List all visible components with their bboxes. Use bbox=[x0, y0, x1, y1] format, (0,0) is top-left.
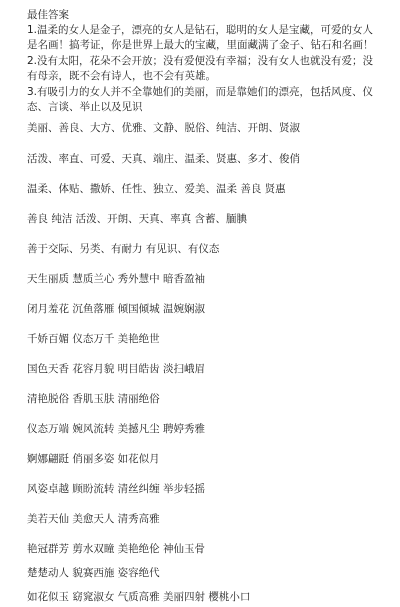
word-list-line: 闭月羞花 沉鱼落雁 倾国倾城 温婉娴淑 bbox=[27, 303, 206, 315]
word-list-line: 温柔、体贴、撒娇、任性、独立、爱美、温柔 善良 贤惠 bbox=[27, 183, 286, 195]
word-list-line: 楚楚动人 貌赛西施 姿容绝代 bbox=[27, 567, 160, 579]
word-list-line: 千娇百媚 仪态万千 美艳绝世 bbox=[27, 333, 160, 345]
word-list-line: 国色天香 花容月貌 明目皓齿 淡扫峨眉 bbox=[27, 363, 206, 375]
word-list-line: 风姿卓越 顾盼流转 清丝纠缠 举步轻摇 bbox=[27, 483, 206, 495]
word-list-line: 善于交际、另类、有耐力 有见识、有仪态 bbox=[27, 243, 220, 255]
word-list-line: 如花似玉 窈窕淑女 气质高雅 美丽四射 樱桃小口 bbox=[27, 591, 251, 603]
word-list-line: 艳冠群芳 剪水双瞳 美艳绝伦 神仙玉骨 bbox=[27, 543, 206, 555]
intro-paragraph: 2.没有太阳，花朵不会开放；没有爱便没有幸福；没有女人也就没有爱；没有母亲，既不会有诗人，也不会有英雄。 bbox=[27, 54, 374, 83]
word-list-line: 婀娜翩跹 俏丽多姿 如花似月 bbox=[27, 453, 160, 465]
word-list-line: 美若天仙 美愈天人 清秀高雅 bbox=[27, 513, 160, 525]
intro-paragraph: 1.温柔的女人是金子，漂亮的女人是钻石，聪明的女人是宝藏，可爱的女人是名画！搞考证，你是世界上最大的宝藏，里面藏满了金子、钻石和名画！ bbox=[27, 24, 374, 52]
word-list-line: 仪态万端 婉风流转 美撼凡尘 聘婷秀雅 bbox=[27, 423, 206, 435]
word-list-line: 清艳脱俗 香肌玉肤 清丽绝俗 bbox=[27, 393, 160, 405]
word-list-line: 天生丽质 慧质兰心 秀外慧中 暗香盈袖 bbox=[27, 273, 206, 285]
word-list-line: 善良 纯洁 活泼、开朗、天真、率真 含蓄、腼腆 bbox=[27, 213, 248, 225]
intro-paragraph: 3.有吸引力的女人并不全靠她们的美丽，而是靠她们的漂亮，包括风度、仪态、言谈、举止以及见识 bbox=[27, 85, 374, 114]
word-list-line: 美丽、善良、大方、优雅、文静、脱俗、纯洁、开朗、贤淑 bbox=[27, 122, 300, 134]
best-answer-title: 最佳答案 bbox=[27, 9, 69, 21]
intro-paragraphs bbox=[27, 23, 383, 115]
word-list-line: 活泼、率直、可爱、天真、端庄、温柔、贤惠、多才、俊俏 bbox=[27, 153, 300, 165]
